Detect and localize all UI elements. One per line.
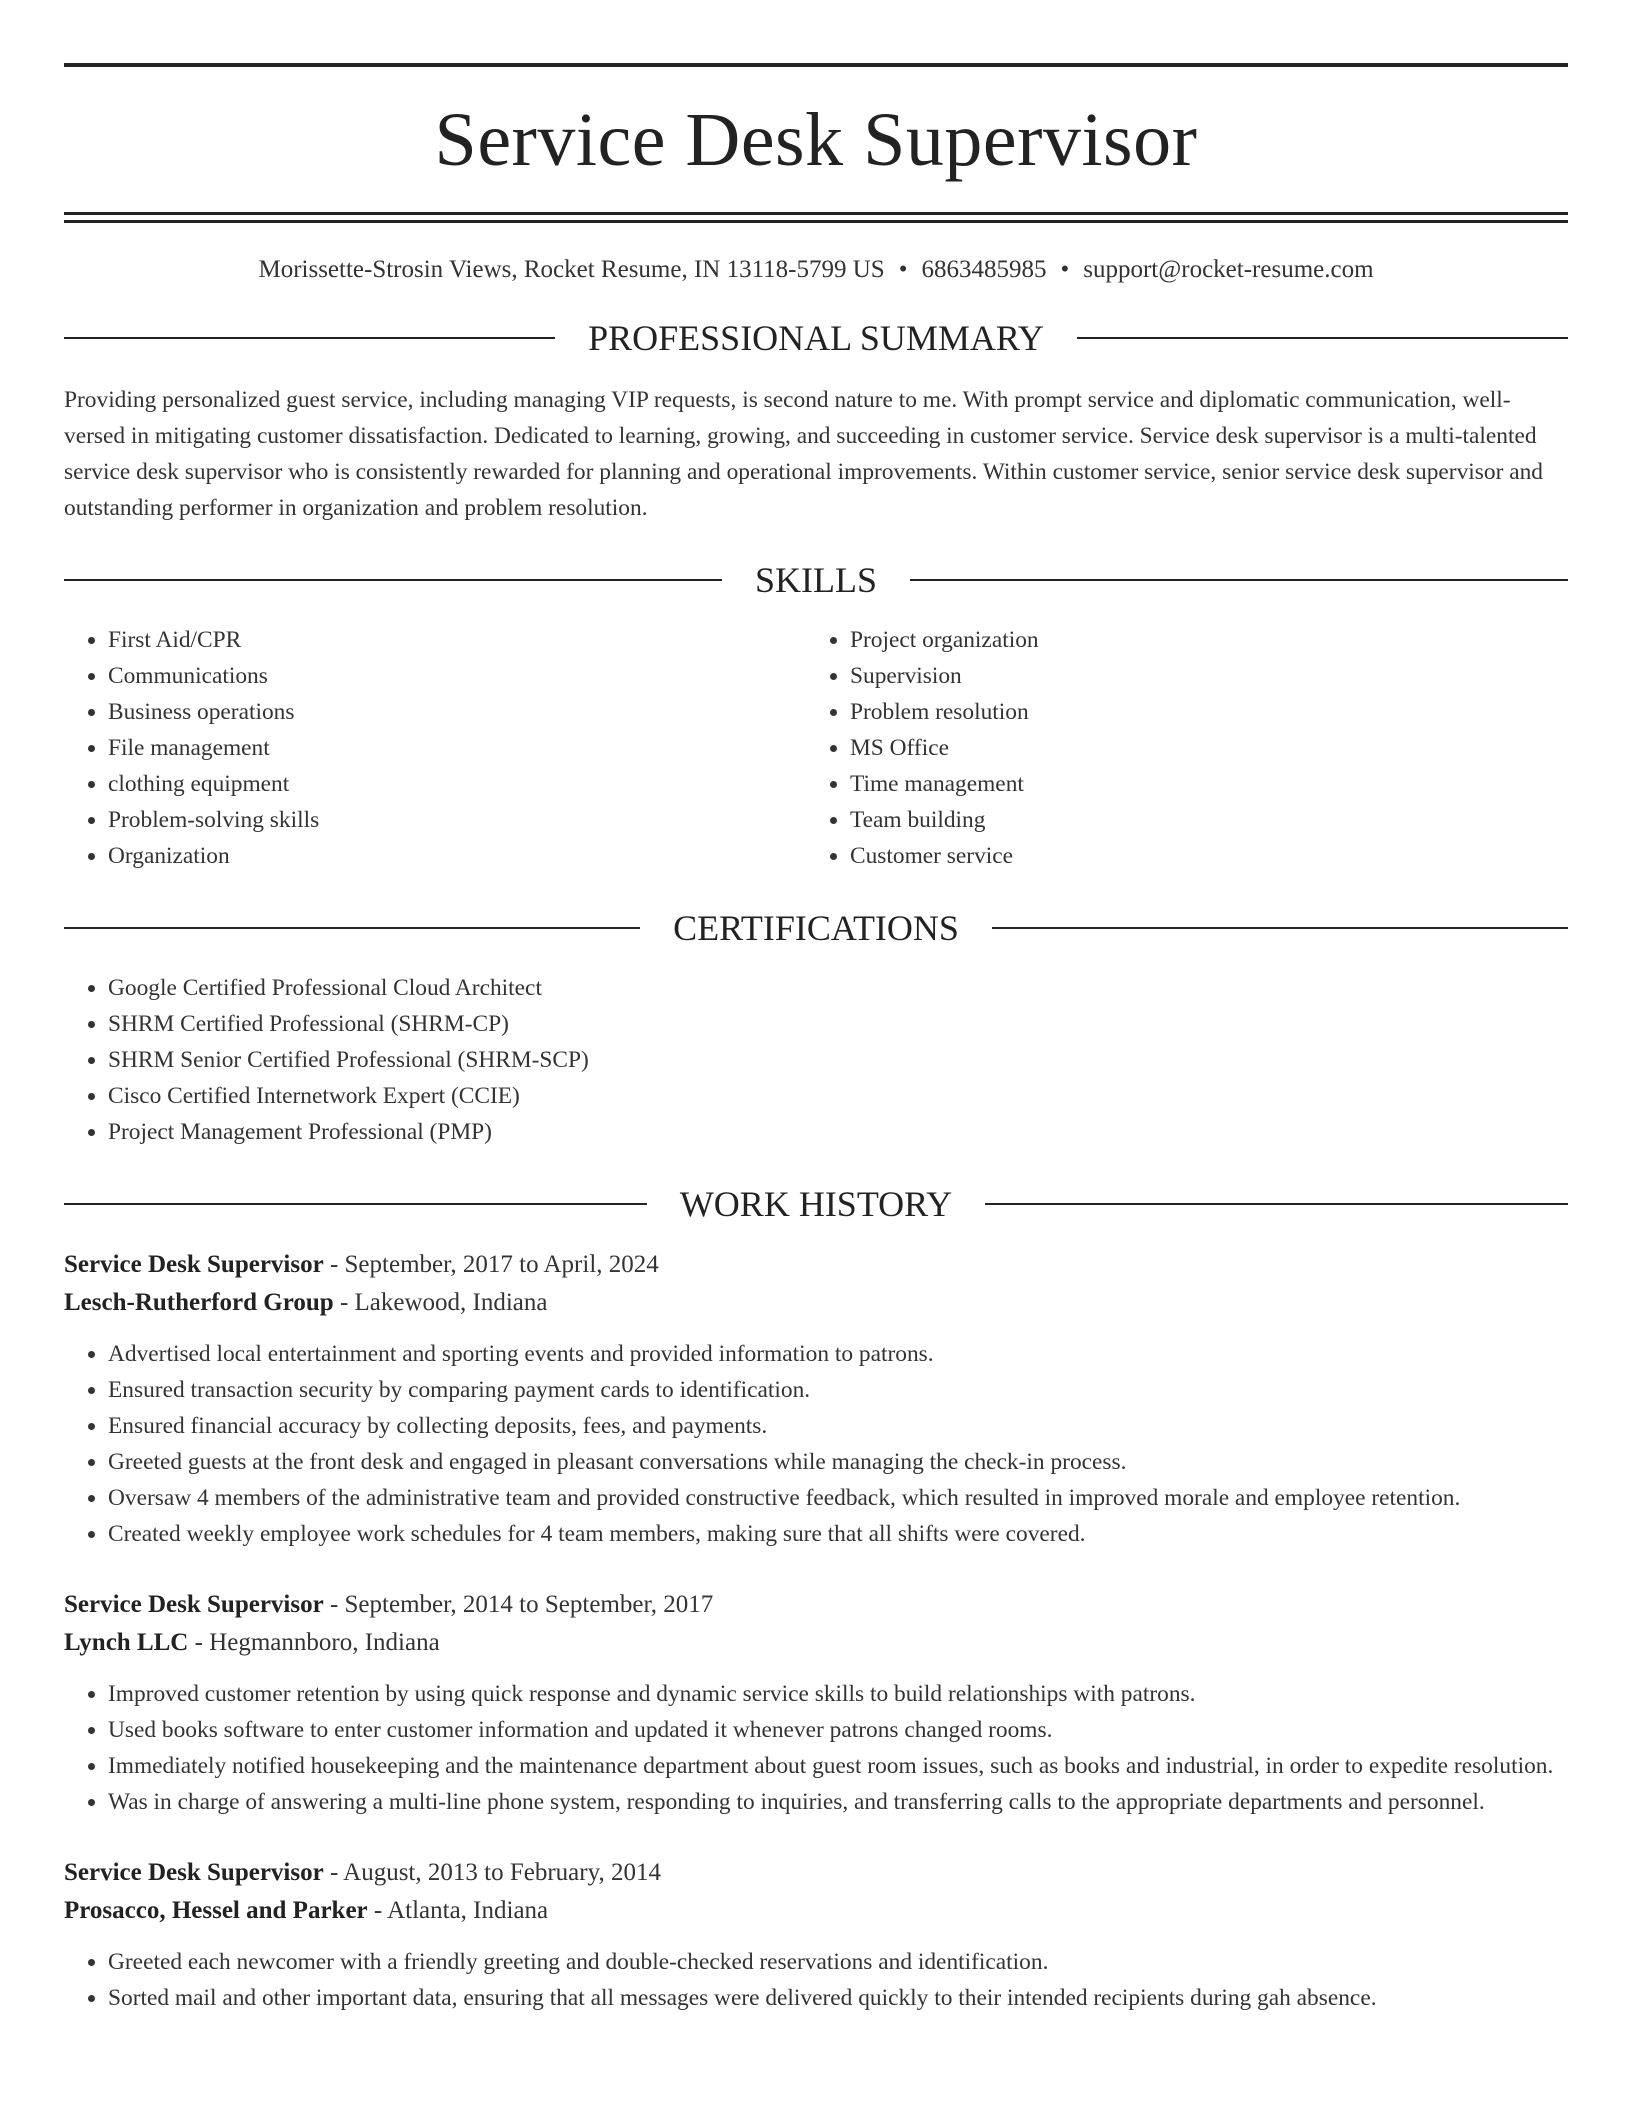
job-role: Service Desk Supervisor — [64, 1859, 324, 1886]
skill-item: • Communications — [108, 658, 806, 694]
skills-heading: SKILLS — [755, 560, 878, 600]
job-entry — [64, 1854, 1568, 2016]
skills-column-right — [806, 622, 1548, 874]
job-bullet: • Ensured transaction security by comparing payment cards to identification. — [108, 1372, 1568, 1408]
top-rule — [64, 63, 1568, 67]
job-company: Lynch LLC — [64, 1629, 189, 1656]
job-dates: - September, 2017 to April, 2024 — [329, 1251, 659, 1278]
section-rule-right — [985, 1203, 1568, 1205]
skill-item: • Project organization — [850, 622, 1548, 658]
resume-title: Service Desk Supervisor — [434, 98, 1198, 182]
certification-item: • Google Certified Professional Cloud Architect — [108, 970, 1568, 1006]
section-rule-right — [992, 927, 1568, 929]
job-bullet: • Immediately notified housekeeping and the maintenance department about guest room issues, such as books and industrial, in order to expedite resolution. — [108, 1748, 1568, 1784]
summary-heading: PROFESSIONAL SUMMARY — [588, 318, 1044, 358]
skill-item: • File management — [108, 730, 806, 766]
job-company-line — [64, 1624, 1568, 1662]
contact-separator: • — [1060, 256, 1070, 283]
job-bullet: • Ensured financial accuracy by collecting deposits, fees, and payments. — [108, 1408, 1568, 1444]
job-location: - Lakewood, Indiana — [339, 1289, 548, 1316]
section-rule-right — [1077, 337, 1568, 339]
certification-item: • Project Management Professional (PMP) — [108, 1114, 1568, 1150]
job-bullet: • Oversaw 4 members of the administrative team and provided constructive feedback, which resulted in improved morale and employee retention. — [108, 1480, 1568, 1516]
job-bullet: • Advertised local entertainment and sporting events and provided information to patrons. — [108, 1336, 1568, 1372]
job-company: Prosacco, Hessel and Parker — [64, 1897, 368, 1924]
contact-email: support@rocket-resume.com — [1083, 256, 1374, 283]
job-dates: - September, 2014 to September, 2017 — [329, 1591, 714, 1618]
skill-item: • First Aid/CPR — [108, 622, 806, 658]
skills-column-left — [64, 622, 806, 874]
job-company-line — [64, 1284, 1568, 1322]
job-role-line — [64, 1246, 1568, 1284]
job-role: Service Desk Supervisor — [64, 1591, 324, 1618]
job-dates: - August, 2013 to February, 2014 — [329, 1859, 661, 1886]
title-double-rule — [64, 212, 1568, 223]
skill-item: • clothing equipment — [108, 766, 806, 802]
section-rule-right — [910, 579, 1568, 581]
section-rule-left — [64, 927, 640, 929]
contact-address: Morissette-Strosin Views, Rocket Resume, IN 13118-5799 US — [258, 256, 885, 283]
summary-section-header — [64, 320, 1568, 356]
certifications-list — [64, 970, 1568, 1150]
contact-line — [64, 256, 1568, 284]
job-location: - Atlanta, Indiana — [373, 1897, 549, 1924]
job-company: Lesch-Rutherford Group — [64, 1289, 334, 1316]
summary-text: Providing personalized guest service, including managing VIP requests, is second nature to me. With prompt service and diplomatic communication, well-versed in mitigating customer dissatisfaction. Dedicated to learning, growing, and succeeding in customer service. Service desk supervisor is a multi-talented service desk supervisor who is consistently rewarded for planning and operational improvements. Within customer service, senior service desk supervisor and outstanding performer in organization and problem resolution. — [64, 387, 1543, 521]
job-bullet: • Improved customer retention by using quick response and dynamic service skills to build relationships with patrons. — [108, 1676, 1568, 1712]
work-section-header — [64, 1186, 1568, 1222]
resume-page — [64, 0, 1568, 2016]
contact-separator: • — [898, 256, 908, 283]
section-rule-left — [64, 1203, 647, 1205]
job-bullets — [64, 1336, 1568, 1552]
job-company-line — [64, 1892, 1568, 1930]
job-entry — [64, 1246, 1568, 1552]
certifications-section-header — [64, 910, 1568, 946]
job-bullet: • Greeted each newcomer with a friendly greeting and double-checked reservations and identification. — [108, 1944, 1568, 1980]
skill-item: • Time management — [850, 766, 1548, 802]
skills-section-header — [64, 562, 1568, 598]
skill-item: • Problem resolution — [850, 694, 1548, 730]
job-role-line — [64, 1854, 1568, 1892]
skill-item: • Team building — [850, 802, 1548, 838]
skill-item: • Supervision — [850, 658, 1548, 694]
work-heading: WORK HISTORY — [679, 1184, 953, 1224]
contact-phone: 6863485985 — [921, 256, 1047, 283]
skill-item: • Problem-solving skills — [108, 802, 806, 838]
skill-item: • MS Office — [850, 730, 1548, 766]
job-bullet: • Was in charge of answering a multi-line phone system, responding to inquiries, and transferring calls to the appropriate departments and personnel. — [108, 1784, 1568, 1820]
job-bullet: • Greeted guests at the front desk and engaged in pleasant conversations while managing the check-in process. — [108, 1444, 1568, 1480]
job-entry — [64, 1586, 1568, 1820]
job-role-line — [64, 1586, 1568, 1624]
certification-item: • SHRM Certified Professional (SHRM-CP) — [108, 1006, 1568, 1042]
skills-list — [64, 622, 1568, 874]
section-rule-left — [64, 579, 722, 581]
job-bullet: • Created weekly employee work schedules for 4 team members, making sure that all shifts were covered. — [108, 1516, 1568, 1552]
job-bullets — [64, 1676, 1568, 1820]
certification-item: • Cisco Certified Internetwork Expert (CCIE) — [108, 1078, 1568, 1114]
job-location: - Hegmannboro, Indiana — [194, 1629, 440, 1656]
skill-item: • Organization — [108, 838, 806, 874]
job-role: Service Desk Supervisor — [64, 1251, 324, 1278]
skill-item: • Business operations — [108, 694, 806, 730]
section-rule-left — [64, 337, 555, 339]
job-bullets — [64, 1944, 1568, 2016]
certifications-heading: CERTIFICATIONS — [673, 908, 959, 948]
certification-item: • SHRM Senior Certified Professional (SHRM-SCP) — [108, 1042, 1568, 1078]
skill-item: • Customer service — [850, 838, 1548, 874]
job-bullet: • Used books software to enter customer information and updated it whenever patrons changed rooms. — [108, 1712, 1568, 1748]
job-bullet: • Sorted mail and other important data, ensuring that all messages were delivered quickly to their intended recipients during gah absence. — [108, 1980, 1568, 2016]
